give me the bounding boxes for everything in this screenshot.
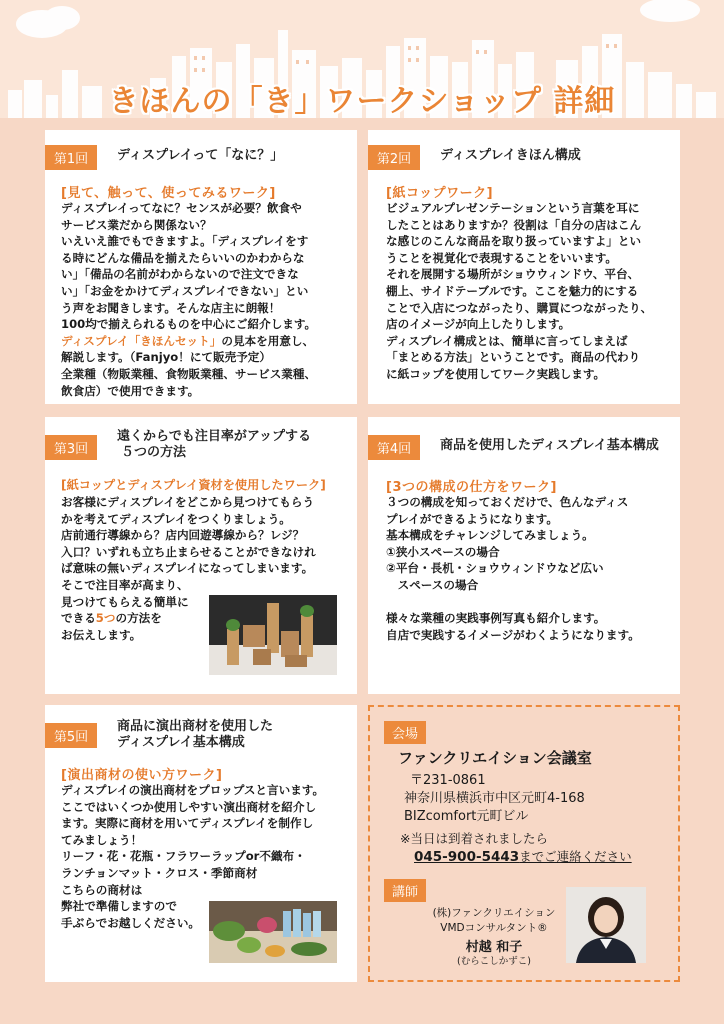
session-badge: 第1回 xyxy=(45,145,97,170)
session-body: お客様にディスプレイをどこから見つけてもらう かを考えてディスプレイをつくりましょう。 店前通行導線から？店内回遊導線から？レジ？ 入口？いずれも立ち止まらせることができなけれ ば意味の無いディスプレイになってしまいます。 そこで注目率が高まり、 見つけてもらえる簡単に できる5つの方法を お伝えします。 xyxy=(61,495,316,642)
session-subtitle: [見て、触って、使ってみるワーク] xyxy=(61,186,276,201)
props-display-photo xyxy=(209,901,337,963)
venue-address: 神奈川県横浜市中区元町4-168 xyxy=(404,791,585,806)
session-card-5 xyxy=(45,705,357,982)
session-title: ディスプレイって「なに？」 xyxy=(117,148,284,163)
arrival-note: ※当日は到着されましたら xyxy=(400,831,548,846)
instructor-tag: 講師 xyxy=(384,879,426,902)
session-body: ディスプレイってなに？センスが必要？飲食や サービス業だから関係ない？ いえいえ誰でもできますよ。「ディスプレイをす る時にどんな備品を揃えたらいいのかわからな い」「備品の名前がわからないので注文できな い」「お金をかけてディスプレイできない」とい う声をお聞きします。そんな店主に朗報！ 100均で揃えられるものを中心にご紹介します。 ディスプレイ「きほんセット」の見本を用意し、 解説します。（Fanjyo！にて販売予定） 全業種（物販業種、食物販業種、サービス業種、 飲食店）で使用できます。 xyxy=(61,201,317,398)
session-body: ディスプレイの演出商材をプロップスと言います。 ここではいくつか使用しやすい演出商材を紹介し ます。実際に商材を用いてディスプレイを制作し てみましょう！ リーフ・花・花瓶・フラワーラップor不織布・ ランチョンマット・クロス・季節商材 こちらの商材は 弊社で準備しますので 手ぶらでお越しください。 xyxy=(61,783,325,930)
session-title: ディスプレイきほん構成 xyxy=(440,148,581,163)
session-subtitle: [演出商材の使い方ワーク] xyxy=(61,768,223,783)
highlight-text: 5つ xyxy=(95,611,116,626)
session-title: 商品に演出商材を使用した ディスプレイ基本構成 xyxy=(117,719,274,750)
venue-panel xyxy=(368,705,680,982)
session-card-2 xyxy=(368,130,680,404)
session-badge: 第3回 xyxy=(45,435,97,460)
instructor-reading: (むらこしかずこ) xyxy=(457,956,531,967)
session-body: ビジュアルプレゼンテーションという言葉を耳に したことはありますか？役割は「自分の店はこん な感じのこんな商品を取り扱っていますよ」とい うことを視覚化で表現することをいいます。 それを展開する場所がショウウィンドウ、平台、 棚上、サイドテーブルです。ここを魅力的にする ことで入店につながったり、購買につながったり、 店のイメージが向上したりします。 ディスプレイ構成とは、簡単に言ってしまえば 「まとめる方法」ということです。商品の代わり に紙コップを使用してワーク実践します。 xyxy=(386,201,653,381)
venue-postal: 〒231-0861 xyxy=(410,773,486,788)
paper-cup-display-photo xyxy=(209,595,337,675)
page-title: きほんの「き」ワークショップ 詳細 xyxy=(108,84,616,119)
session-badge: 第2回 xyxy=(368,145,420,170)
instructor-role: VMDコンサルタント® xyxy=(440,922,548,934)
contact-phone: 045-900-5443までご連絡ください xyxy=(414,849,632,865)
session-badge: 第5回 xyxy=(45,723,97,748)
session-subtitle: [紙コップとディスプレイ資材を使用したワーク] xyxy=(61,478,326,492)
venue-tag: 会場 xyxy=(384,721,426,744)
venue-name: ファンクリエイション会議室 xyxy=(398,749,592,767)
venue-building: BIZcomfort元町ビル xyxy=(404,809,529,824)
instructor-portrait xyxy=(566,887,646,963)
session-card-4 xyxy=(368,417,680,694)
session-card-3 xyxy=(45,417,357,694)
session-subtitle: [紙コップワーク] xyxy=(386,186,494,201)
session-card-1 xyxy=(45,130,357,404)
instructor-company: (株)ファンクリエイション xyxy=(432,907,556,919)
session-title: 商品を使用したディスプレイ基本構成 xyxy=(440,438,659,453)
highlight-text: ディスプレイ「きほんセット」 xyxy=(61,333,222,348)
instructor-name: 村越 和子 xyxy=(465,940,523,955)
session-badge: 第4回 xyxy=(368,435,420,460)
session-body: ３つの構成を知っておくだけで、色んなディス プレイができるようになります。 基本構成をチャレンジしてみましょう。 ①狭小スペースの場合 ②平台・長机・ショウウィンドウなど広い スペースの場合 様々な業種の実践事例写真も紹介します。 自店で実践するイメージがわくようになります。 xyxy=(386,495,640,642)
session-subtitle: [3つの構成の仕方をワーク] xyxy=(386,480,557,495)
session-title: 遠くからでも注目率がアップする ５つの方法 xyxy=(117,429,311,460)
